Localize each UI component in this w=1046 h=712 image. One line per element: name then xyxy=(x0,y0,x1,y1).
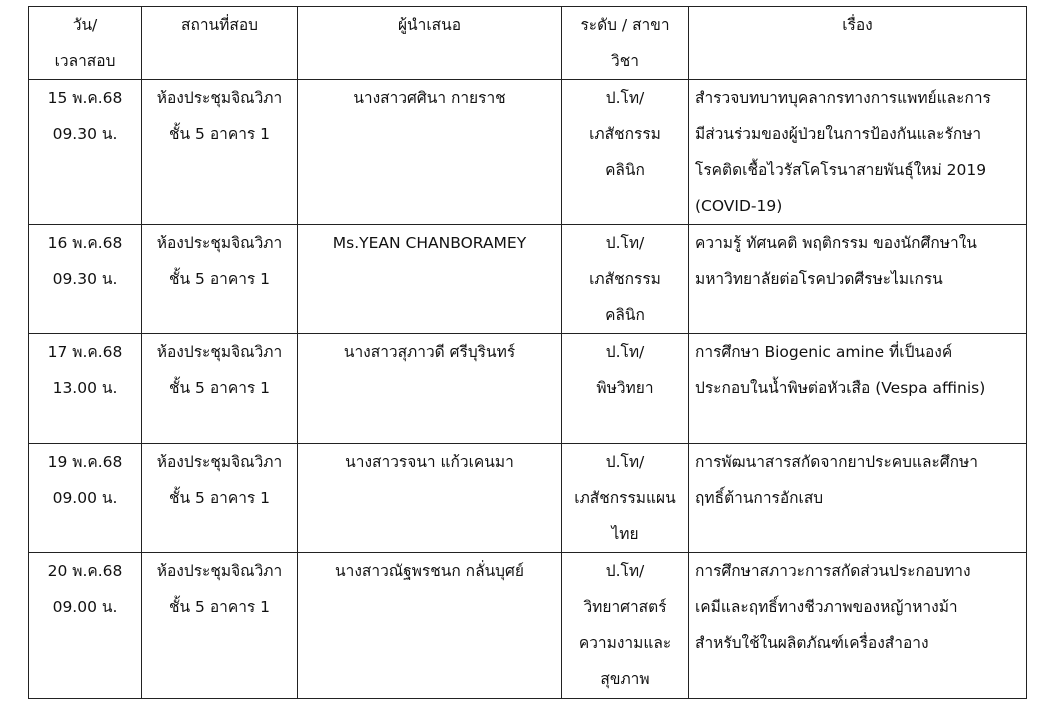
cell-line: วิทยาศาสตร์ xyxy=(583,598,667,616)
cell-line: นางสาวรจนา แก้วเคนมา xyxy=(345,453,514,471)
cell-line: ชั้น 5 อาคาร 1 xyxy=(168,125,271,143)
cell-exam-place xyxy=(142,334,298,444)
header-date-time xyxy=(29,7,142,80)
cell-line: สถานที่สอบ xyxy=(181,16,258,34)
cell-line: 15 พ.ค.68 xyxy=(47,89,123,107)
cell-line: ป.โท/ xyxy=(605,89,645,107)
cell-presenter xyxy=(298,553,562,699)
cell-level-major xyxy=(562,553,689,699)
table-row xyxy=(29,334,1027,444)
cell-date-time xyxy=(29,334,142,444)
cell-line: นางสาวศศินา กายราช xyxy=(353,89,506,107)
table-row xyxy=(29,444,1027,553)
cell-topic xyxy=(689,334,1027,444)
cell-line: เภสัชกรรมแผน xyxy=(574,489,676,507)
cell-line: เวลาสอบ xyxy=(54,52,116,70)
cell-topic xyxy=(689,444,1027,553)
cell-line: ห้องประชุมจิณวิภา xyxy=(156,343,283,361)
cell-line: ห้องประชุมจิณวิภา xyxy=(156,562,283,580)
cell-line: ผู้นำเสนอ xyxy=(397,16,462,34)
cell-level-major xyxy=(562,225,689,334)
cell-line: สำรวจบทบาทบุคลากรทางการแพทย์และการ xyxy=(695,89,991,107)
cell-exam-place xyxy=(142,444,298,553)
cell-exam-place xyxy=(142,553,298,699)
cell-line: ป.โท/ xyxy=(605,343,645,361)
cell-line: นางสาวสุภาวดี ศรีบุรินทร์ xyxy=(343,343,516,361)
cell-presenter xyxy=(298,225,562,334)
cell-line: 09.30 น. xyxy=(52,270,118,288)
cell-presenter xyxy=(298,80,562,225)
cell-date-time xyxy=(29,553,142,699)
cell-line: (COVID-19) xyxy=(695,197,783,215)
cell-line: ชั้น 5 อาคาร 1 xyxy=(168,379,271,397)
cell-line: การพัฒนาสารสกัดจากยาประคบและศึกษา xyxy=(695,453,978,471)
cell-line: มหาวิทยาลัยต่อโรคปวดศีรษะไมเกรน xyxy=(695,270,943,288)
cell-level-major xyxy=(562,334,689,444)
cell-exam-place xyxy=(142,225,298,334)
cell-line: ห้องประชุมจิณวิภา xyxy=(156,234,283,252)
cell-line: สำหรับใช้ในผลิตภัณฑ์เครื่องสำอาง xyxy=(695,634,929,652)
cell-line: เรื่อง xyxy=(842,16,873,34)
cell-line: ประกอบในน้ำพิษต่อหัวเสือ (Vespa affinis) xyxy=(695,379,986,397)
cell-line: 20 พ.ค.68 xyxy=(47,562,123,580)
cell-line: ฤทธิ์ต้านการอักเสบ xyxy=(695,489,824,507)
cell-line: เภสัชกรรม xyxy=(589,270,661,288)
cell-topic xyxy=(689,225,1027,334)
cell-line: ชั้น 5 อาคาร 1 xyxy=(168,598,271,616)
cell-line: ป.โท/ xyxy=(605,234,645,252)
header-topic xyxy=(689,7,1027,80)
cell-line: นางสาวณัฐพรชนก กลั่นบุศย์ xyxy=(335,562,524,580)
exam-schedule-table xyxy=(28,6,1027,699)
cell-line: คลินิก xyxy=(605,306,645,324)
cell-line: ความรู้ ทัศนคติ พฤติกรรม ของนักศึกษาใน xyxy=(695,234,977,252)
cell-line: ไทย xyxy=(611,525,639,543)
cell-line: ห้องประชุมจิณวิภา xyxy=(156,453,283,471)
cell-presenter xyxy=(298,334,562,444)
cell-line: วิชา xyxy=(611,52,639,70)
cell-line: สุขภาพ xyxy=(600,670,650,688)
cell-line: เภสัชกรรม xyxy=(589,125,661,143)
cell-line: การศึกษาสภาวะการสกัดส่วนประกอบทาง xyxy=(695,562,971,580)
cell-line: ป.โท/ xyxy=(605,453,645,471)
cell-line: 13.00 น. xyxy=(52,379,118,397)
cell-line: โรคติดเชื้อไวรัสโคโรนาสายพันธุ์ใหม่ 2019 xyxy=(695,161,987,179)
cell-line: 09.00 น. xyxy=(52,598,118,616)
cell-line: การศึกษา Biogenic amine ที่เป็นองค์ xyxy=(695,343,953,361)
cell-line: ชั้น 5 อาคาร 1 xyxy=(168,270,271,288)
cell-line: มีส่วนร่วมของผู้ป่วยในการป้องกันและรักษา xyxy=(695,125,982,143)
cell-line: ความงามและ xyxy=(578,634,672,652)
cell-line: 19 พ.ค.68 xyxy=(47,453,123,471)
cell-date-time xyxy=(29,444,142,553)
cell-line: 17 พ.ค.68 xyxy=(47,343,123,361)
cell-line: 09.00 น. xyxy=(52,489,118,507)
cell-presenter xyxy=(298,444,562,553)
table-row xyxy=(29,225,1027,334)
cell-topic xyxy=(689,80,1027,225)
table-row xyxy=(29,553,1027,699)
header-exam-place xyxy=(142,7,298,80)
cell-line: 09.30 น. xyxy=(52,125,118,143)
cell-line: ชั้น 5 อาคาร 1 xyxy=(168,489,271,507)
cell-exam-place xyxy=(142,80,298,225)
cell-date-time xyxy=(29,80,142,225)
cell-line: Ms.YEAN CHANBORAMEY xyxy=(332,234,527,252)
cell-line: พิษวิทยา xyxy=(596,379,654,397)
cell-line: เคมีและฤทธิ์ทางชีวภาพของหญ้าหางม้า xyxy=(695,598,958,616)
cell-line: คลินิก xyxy=(605,161,645,179)
cell-line: ป.โท/ xyxy=(605,562,645,580)
cell-date-time xyxy=(29,225,142,334)
cell-topic xyxy=(689,553,1027,699)
header-level-major xyxy=(562,7,689,80)
table-row xyxy=(29,80,1027,225)
cell-level-major xyxy=(562,444,689,553)
cell-level-major xyxy=(562,80,689,225)
cell-line: 16 พ.ค.68 xyxy=(47,234,123,252)
table-header-row xyxy=(29,7,1027,80)
cell-line: ห้องประชุมจิณวิภา xyxy=(156,89,283,107)
cell-line: วัน/ xyxy=(72,16,98,34)
cell-line: ระดับ / สาขา xyxy=(580,16,670,34)
header-presenter xyxy=(298,7,562,80)
